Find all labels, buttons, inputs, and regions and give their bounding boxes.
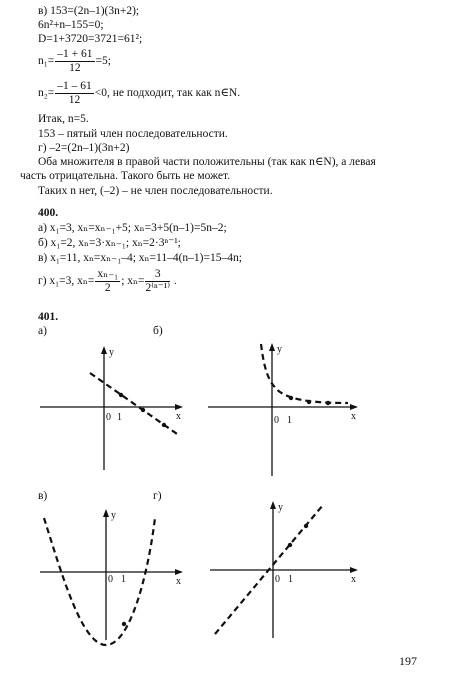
graph-g-x-arrow — [350, 567, 358, 573]
graph-g-point — [304, 524, 308, 528]
line-9: Оба множителя в правой части положительны (так как n∈N), а левая — [38, 156, 376, 168]
label-g: г) — [153, 490, 162, 502]
label-b: б) — [153, 325, 163, 337]
graph-v-y-label: y — [111, 510, 116, 521]
line-11: Таких n нет, (–2) – не член последовательности. — [38, 185, 273, 197]
graph-g-origin: 0 — [275, 574, 280, 585]
graph-g-tick-1: 1 — [288, 574, 293, 585]
problem-401-number: 401. — [38, 311, 59, 323]
graph-a-x-label: x — [176, 411, 181, 422]
p400-a: а) x₁=3, xₙ=xₙ₋₁+5; xₙ=3+5(n–1)=5n–2; — [38, 222, 227, 234]
line-10: часть отрицательна. Такого быть не может. — [20, 170, 231, 182]
graph-g-point — [288, 543, 292, 547]
graph-g-y-label: y — [278, 502, 283, 513]
line-3: D=1+3720=3721=61²; — [38, 33, 143, 45]
graph-v-x-label: x — [176, 576, 181, 587]
graph-b-origin: 0 — [274, 415, 279, 426]
graph-b-y-label: y — [277, 344, 282, 355]
problem-400-number: 400. — [38, 207, 59, 219]
line-2: 6n²+n–155=0; — [38, 19, 104, 31]
line-1: в) 153=(2n–1)(3n+2); — [38, 5, 140, 17]
graph-b-tick-1: 1 — [287, 415, 292, 426]
n1-formula: n₁= $\frac{-1 + 61}{12}$ =5; — [38, 48, 111, 74]
graph-a-origin: 0 — [106, 412, 111, 423]
graph-g-x-label: x — [351, 574, 356, 585]
label-v: в) — [38, 490, 48, 502]
line-7: 153 – пятый член последовательности. — [38, 128, 228, 140]
graph-v-origin: 0 — [108, 574, 113, 585]
graph-a-y-label: y — [109, 347, 114, 358]
line-6: Итак, n=5. — [38, 113, 89, 125]
p400-b: б) x₁=2, xₙ=3·xₙ₋₁; xₙ=2·3ⁿ⁻¹; — [38, 237, 181, 249]
graph-v-tick-1: 1 — [121, 574, 126, 585]
graph-g-y-arrow — [270, 501, 276, 509]
label-a: а) — [38, 325, 47, 337]
page-number: 197 — [399, 654, 417, 668]
n2-formula: n₂= $\frac{-1 - 61}{12}$ <0, не подходит, так как n∈N. — [38, 80, 241, 106]
graph-a-tick-1: 1 — [117, 412, 122, 423]
p400-d: г) x₁=3, xₙ= $\frac{\text{xₙ₋₁}}{2}$ ; xₙ= $\frac{3}{\text{2⁽ⁿ⁻¹⁾}}$ . — [38, 268, 177, 294]
graph-b-x-label: x — [351, 411, 356, 422]
p400-c: в) x₁=11, xₙ=xₙ₋₁–4; xₙ=11–4(n–1)=15–4n; — [38, 252, 242, 264]
line-8: г) –2=(2n–1)(3n+2) — [38, 142, 130, 154]
